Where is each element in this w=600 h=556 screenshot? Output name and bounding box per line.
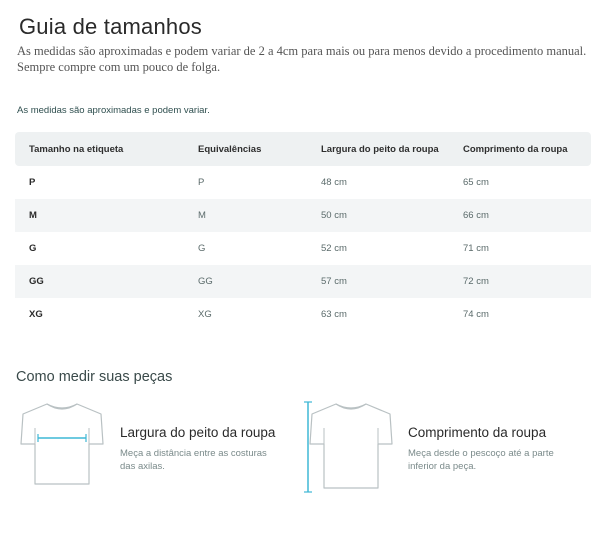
column-header-chest-width: Largura do peito da roupa (321, 143, 439, 155)
size-cell: GG (29, 276, 44, 287)
chest-width-cell: 52 cm (321, 243, 347, 254)
equivalence-cell: XG (198, 309, 212, 320)
shirt-chest-width-icon (17, 398, 107, 488)
length-cell: 66 cm (463, 210, 489, 221)
chest-width-desc-line-1: Meça a distância entre as costuras (120, 448, 267, 459)
equivalence-cell: P (198, 177, 205, 188)
size-table (15, 132, 591, 331)
chest-width-cell: 57 cm (321, 276, 347, 287)
length-cell: 71 cm (463, 243, 489, 254)
chest-width-desc-line-2: das axilas. (120, 461, 165, 472)
shirt-length-icon (304, 398, 396, 494)
how-to-measure-title: Como medir suas peças (16, 369, 173, 385)
equivalence-cell: GG (198, 276, 213, 287)
table-row (15, 265, 591, 298)
size-cell: G (29, 243, 37, 254)
table-row (15, 199, 591, 232)
equivalence-cell: G (198, 243, 206, 254)
chest-width-cell: 63 cm (321, 309, 347, 320)
length-desc-line-2: inferior da peça. (408, 461, 477, 472)
size-cell: M (29, 210, 37, 221)
equivalence-cell: M (198, 210, 206, 221)
chest-width-title: Largura do peito da roupa (120, 425, 276, 440)
column-header-length: Comprimento da roupa (463, 143, 568, 155)
table-header-row (15, 132, 591, 166)
length-cell: 72 cm (463, 276, 489, 287)
table-row (15, 232, 591, 265)
size-cell: XG (29, 309, 43, 320)
length-desc-line-1: Meça desde o pescoço até a parte (408, 448, 554, 459)
intro-text: As medidas são aproximadas e podem variar de 2 a 4cm para mais ou para menos devido a procedimento manual. Sempre compre com um pouco de folga. (17, 44, 587, 74)
column-header-equivalences: Equivalências (198, 143, 262, 155)
length-cell: 65 cm (463, 177, 489, 188)
chest-width-cell: 50 cm (321, 210, 347, 221)
chest-width-cell: 48 cm (321, 177, 347, 188)
page-title: Guia de tamanhos (19, 14, 202, 39)
table-row (15, 298, 591, 331)
measurements-note: As medidas são aproximadas e podem variar. (17, 105, 210, 116)
table-row (15, 166, 591, 199)
length-cell: 74 cm (463, 309, 489, 320)
length-title: Comprimento da roupa (408, 425, 547, 440)
size-cell: P (29, 177, 36, 188)
column-header-size-label: Tamanho na etiqueta (29, 143, 124, 155)
